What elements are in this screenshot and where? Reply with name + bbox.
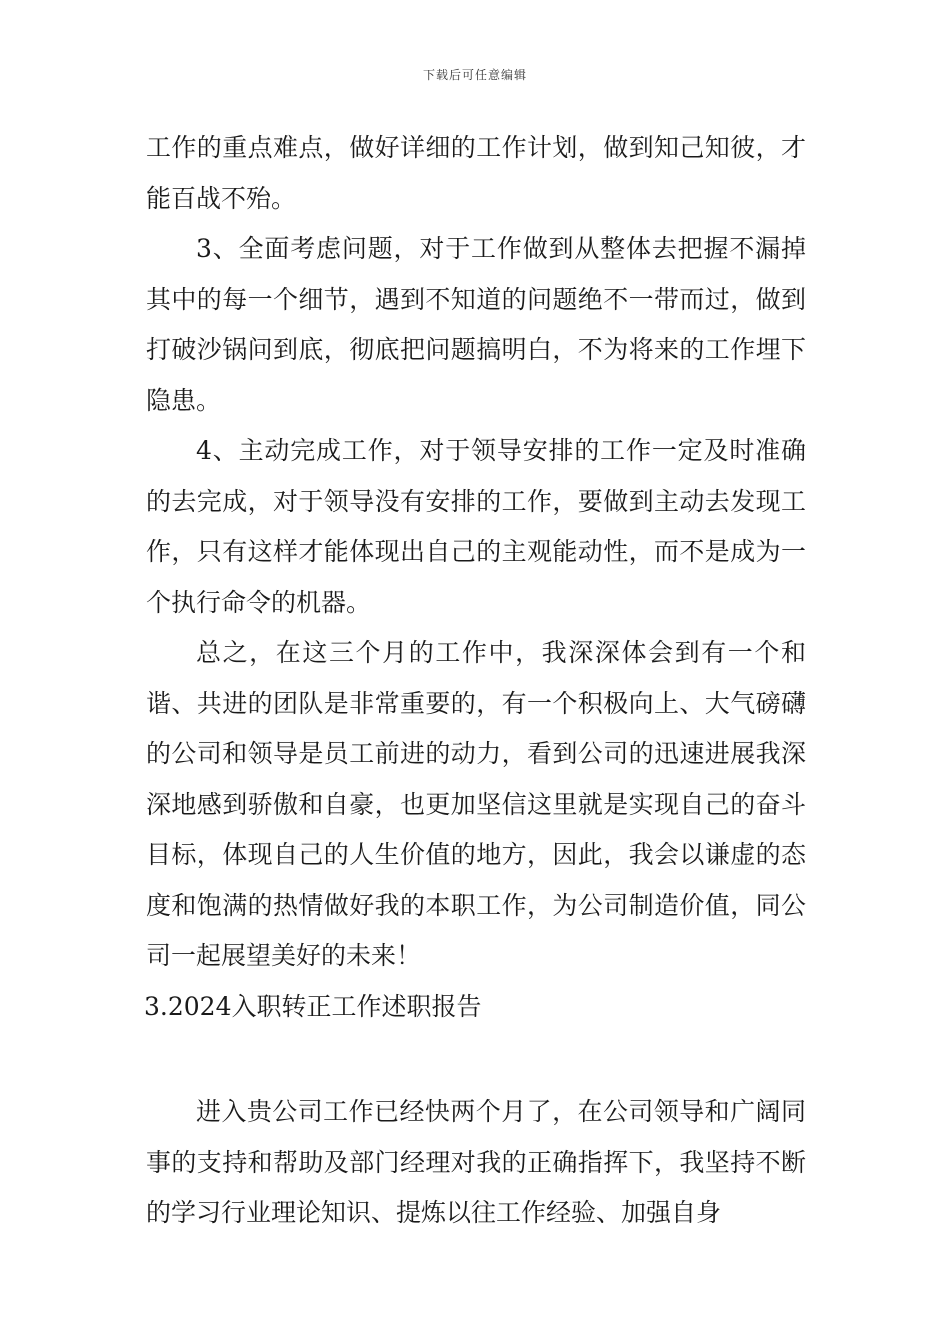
document-body [146,123,806,1239]
section-title: 3.2024入职转正工作述职报告 [144,991,482,1021]
paragraph-report-intro: 进入贵公司工作已经快两个月了，在公司领导和广阔同事的支持和帮助及部门经理对我的正确指挥下，我坚持不断的学习行业理论知识、提炼以往工作经验、加强自身 [146,1097,806,1227]
spacer [146,1032,806,1087]
paragraph-conclusion: 总之，在这三个月的工作中，我深深体会到有一个和谐、共进的团队是非常重要的，有一个积极向上、大气磅礴的公司和领导是员工前进的动力，看到公司的迅速进展我深深地感到骄傲和自豪，也更加坚信这里就是实现自己的奋斗目标，体现自己的人生价值的地方，因此，我会以谦虚的态度和饱满的热情做好我的本职工作，为公司制造价值，同公司一起展望美好的未来！ [146,638,806,970]
paragraph-item-3: 3、全面考虑问题，对于工作做到从整体去把握不漏掉其中的每一个细节，遇到不知道的问题绝不一带而过，做到打破沙锅问到底，彻底把问题搞明白，不为将来的工作埋下隐患。 [146,234,806,415]
paragraph-item-4: 4、主动完成工作，对于领导安排的工作一定及时准确的去完成，对于领导没有安排的工作，要做到主动去发现工作，只有这样才能体现出自己的主观能动性，而不是成为一个执行命令的机器。 [146,436,806,617]
paragraph-continuation: 工作的重点难点，做好详细的工作计划，做到知己知彼，才能百战不殆。 [146,133,806,213]
page-header-note: 下载后可任意编辑 [422,68,527,82]
